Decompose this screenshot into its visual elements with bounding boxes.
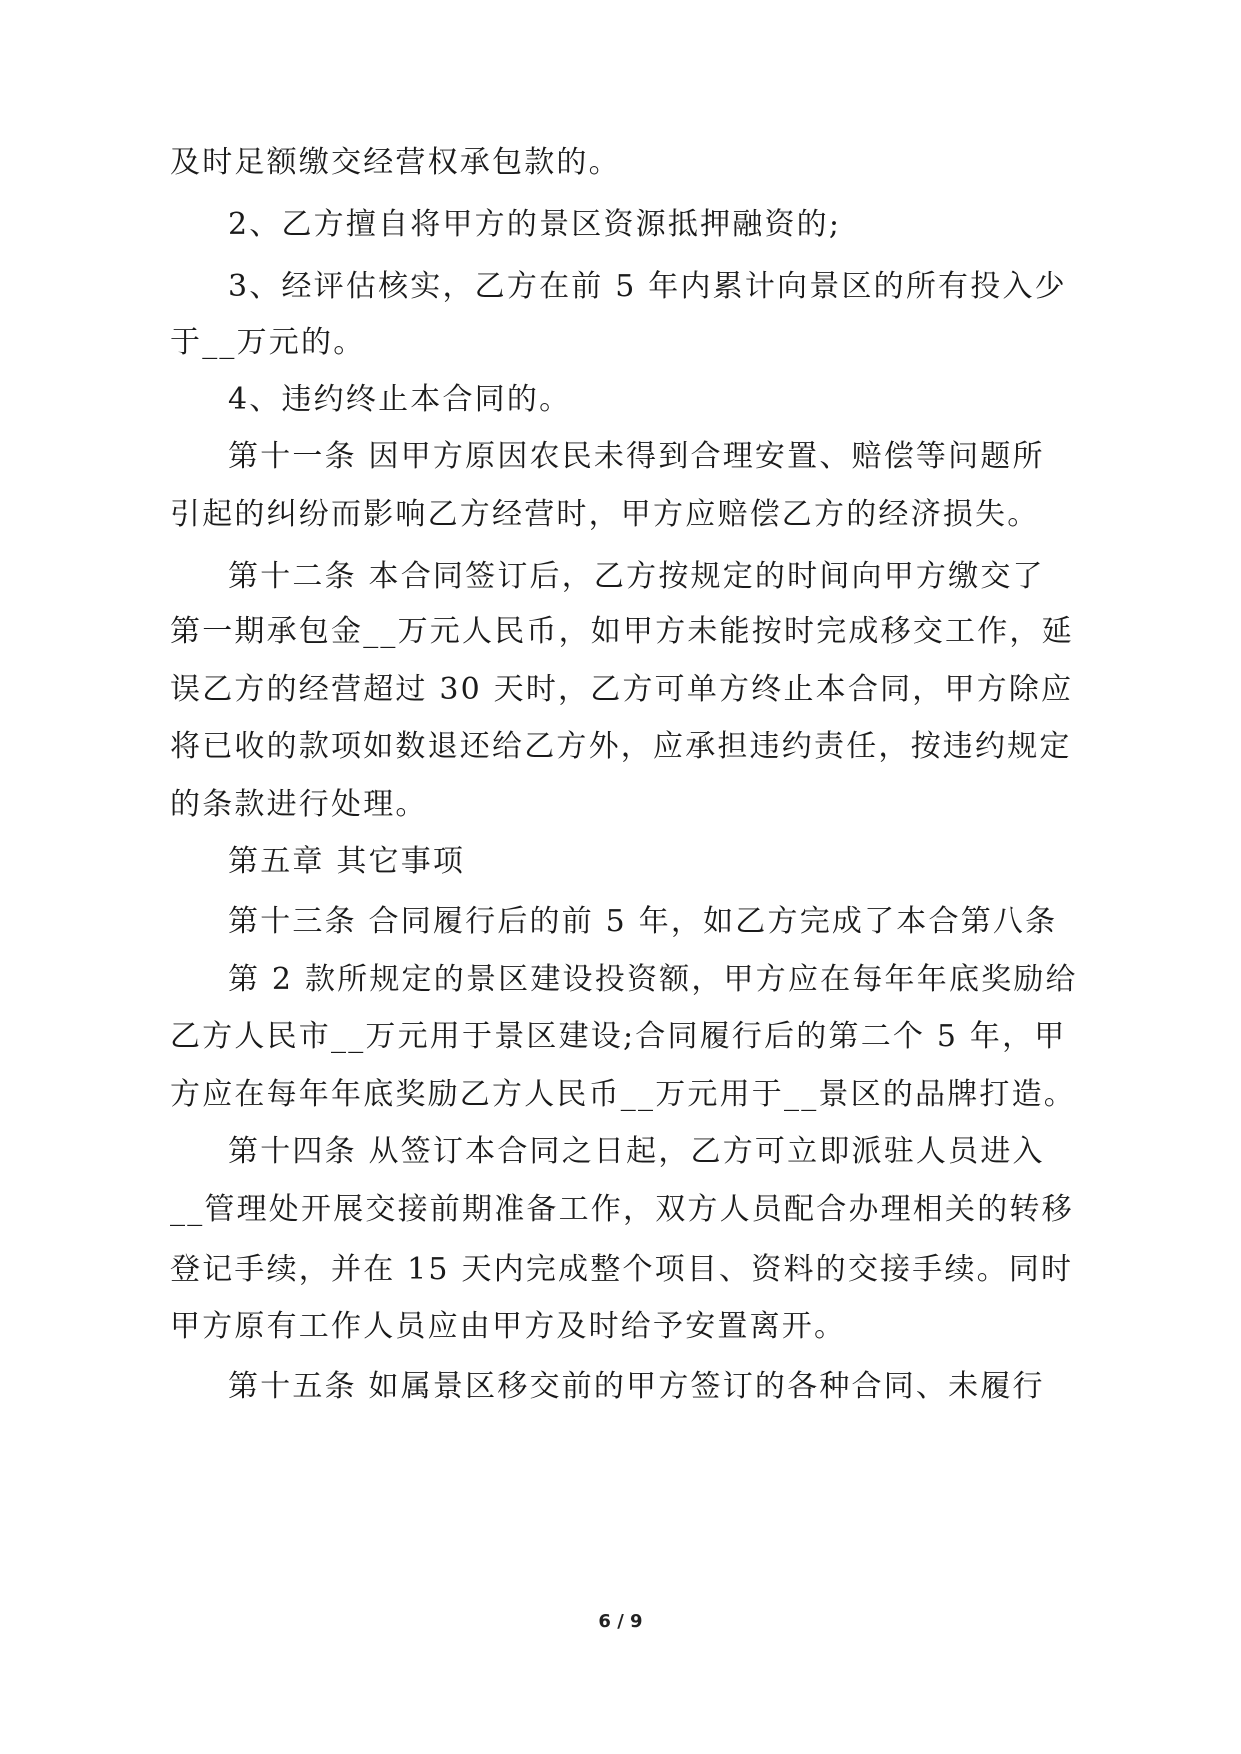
chapter-heading: 第五章 其它事项 [228, 844, 466, 879]
text-line: 第一期承包金__万元人民币，如甲方未能按时完成移交工作，延 [170, 614, 1074, 649]
text-line: 甲方原有工作人员应由甲方及时给予安置离开。 [170, 1309, 847, 1344]
page-number: 6 / 9 [598, 1611, 643, 1632]
text-line: 3、经评估核实，乙方在前 5 年内累计向景区的所有投入少 [228, 269, 1067, 304]
text-line: 第十二条 本合同签订后，乙方按规定的时间向甲方缴交了 [228, 559, 1045, 594]
text-line: 乙方人民市__万元用于景区建设;合同履行后的第二个 5 年，甲 [170, 1019, 1067, 1054]
text-line: 将已收的款项如数退还给乙方外，应承担违约责任，按违约规定 [170, 729, 1072, 764]
text-line: 及时足额缴交经营权承包款的。 [170, 145, 621, 180]
text-line: 2、乙方擅自将甲方的景区资源抵押融资的; [228, 207, 842, 242]
text-line: __管理处开展交接前期准备工作，双方人员配合办理相关的转移 [170, 1192, 1074, 1227]
text-line: 引起的纠纷而影响乙方经营时，甲方应赔偿乙方的经济损失。 [170, 497, 1040, 532]
text-line: 第十五条 如属景区移交前的甲方签订的各种合同、未履行 [228, 1369, 1045, 1404]
text-line: 第十一条 因甲方原因农民未得到合理安置、赔偿等问题所 [228, 439, 1045, 474]
text-line: 第十三条 合同履行后的前 5 年，如乙方完成了本合第八条 [228, 904, 1058, 939]
text-line: 方应在每年年底奖励乙方人民币__万元用于__景区的品牌打造。 [170, 1077, 1076, 1112]
text-line: 于__万元的。 [170, 325, 366, 360]
text-line: 登记手续，并在 15 天内完成整个项目、资料的交接手续。同时 [170, 1252, 1074, 1287]
text-line: 4、违约终止本合同的。 [228, 382, 572, 417]
text-line: 第 2 款所规定的景区建设投资额，甲方应在每年年底奖励给 [228, 962, 1078, 997]
text-line: 第十四条 从签订本合同之日起，乙方可立即派驻人员进入 [228, 1134, 1045, 1169]
text-line: 误乙方的经营超过 30 天时，乙方可单方终止本合同，甲方除应 [170, 672, 1074, 707]
text-line: 的条款进行处理。 [170, 787, 428, 822]
